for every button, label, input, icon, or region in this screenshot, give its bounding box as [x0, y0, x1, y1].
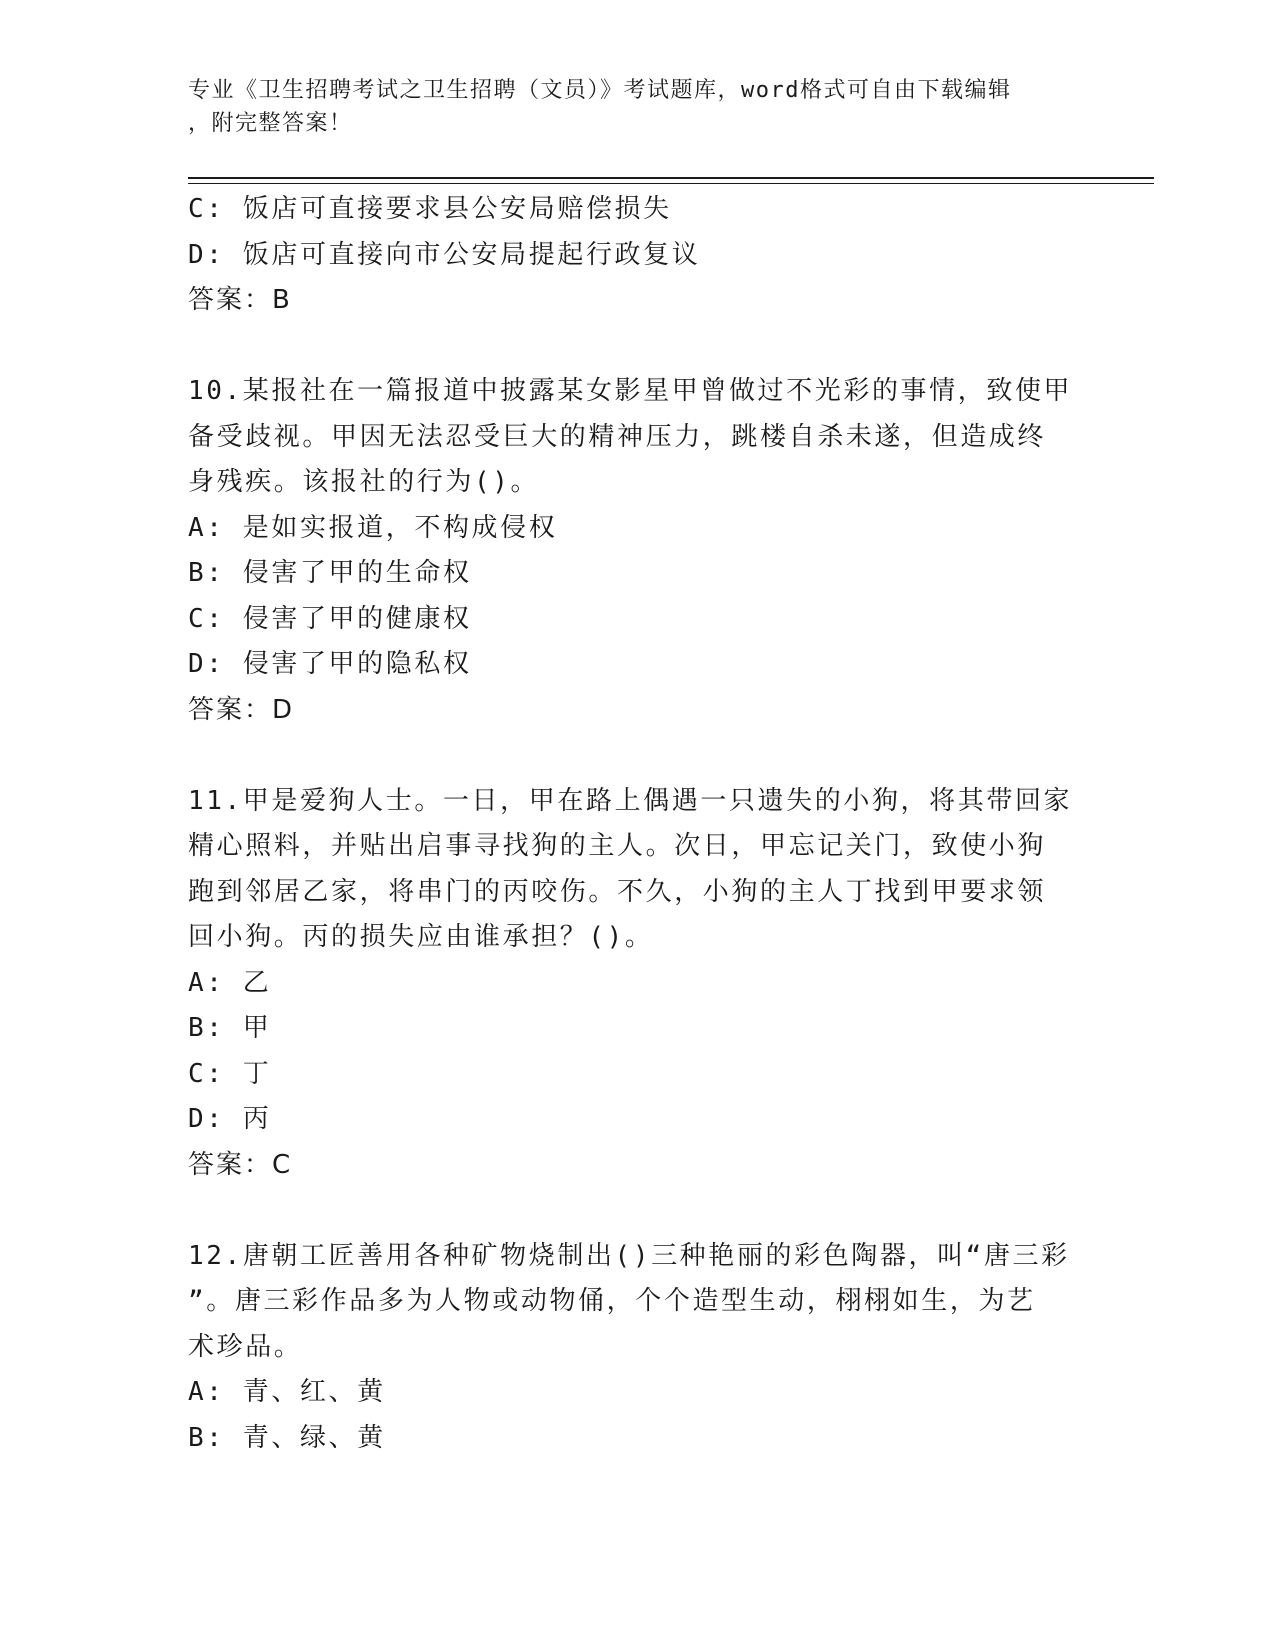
header-line-2: ，附完整答案！: [188, 111, 353, 136]
answer-line: 答案：B: [188, 285, 292, 315]
option-a: A: 乙: [188, 967, 272, 998]
option-a: A: 是如实报道，不构成侵权: [188, 512, 558, 543]
option-b: B: 侵害了甲的生命权: [188, 558, 472, 588]
spacer: [188, 1188, 1088, 1234]
answer-line: 答案：D: [188, 694, 295, 725]
option-a: A: 青、红、黄: [188, 1377, 386, 1407]
document-header: [188, 74, 1068, 140]
spacer: [188, 733, 1088, 779]
question-stem-line: 11.甲是爱狗人士。一日，甲在路上偶遇一只遗失的小狗，将其带回家: [188, 785, 1073, 816]
option-c: C: 饭店可直接要求县公安局赔偿损失: [188, 194, 672, 224]
option-c: C: 丁: [188, 1058, 272, 1089]
option-d: D: 饭店可直接向市公安局提起行政复议: [188, 239, 701, 270]
question-stem-line: 跑到邻居乙家，将串门的丙咬伤。不久，小狗的主人丁找到甲要求领: [188, 876, 1047, 907]
question-stem-line: 10.某报社在一篇报道中披露某女影星甲曾做过不光彩的事情，致使甲: [188, 376, 1073, 406]
spacer: [188, 324, 1088, 370]
option-b: B: 甲: [188, 1013, 272, 1043]
answer-line: 答案：C: [188, 1149, 293, 1180]
option-d: D: 丙: [188, 1104, 272, 1134]
question-list: [188, 187, 1088, 1461]
question-stem-line: 12.唐朝工匠善用各种矿物烧制出()三种艳丽的彩色陶器，叫“唐三彩: [188, 1240, 1070, 1271]
option-c: C: 侵害了甲的健康权: [188, 603, 472, 634]
question-10: [188, 369, 1088, 733]
option-d: D: 侵害了甲的隐私权: [188, 649, 472, 679]
question-stem-line: 备受歧视。甲因无法忍受巨大的精神压力，跳楼自杀未遂，但造成终: [188, 421, 1047, 452]
question-stem-line: ”。唐三彩作品多为人物或动物俑，个个造型生动，栩栩如生，为艺: [188, 1286, 1036, 1316]
question-stem-line: 身残疾。该报社的行为()。: [188, 467, 540, 497]
header-rule-thin: [188, 183, 1154, 184]
question-11: [188, 779, 1088, 1189]
question-12: [188, 1234, 1088, 1462]
header-rule-thick: [188, 177, 1154, 179]
question-9-tail: [188, 187, 1088, 324]
question-stem-line: 回小狗。丙的损失应由谁承担？()。: [188, 922, 654, 952]
question-stem-line: 精心照料，并贴出启事寻找狗的主人。次日，甲忘记关门，致使小狗: [188, 831, 1047, 861]
header-line-1: 专业《卫生招聘考试之卫生招聘（文员）》考试题库，word格式可自由下载编辑: [188, 78, 1012, 103]
question-stem-line: 术珍品。: [188, 1331, 303, 1362]
option-b: B: 青、绿、黄: [188, 1422, 386, 1453]
